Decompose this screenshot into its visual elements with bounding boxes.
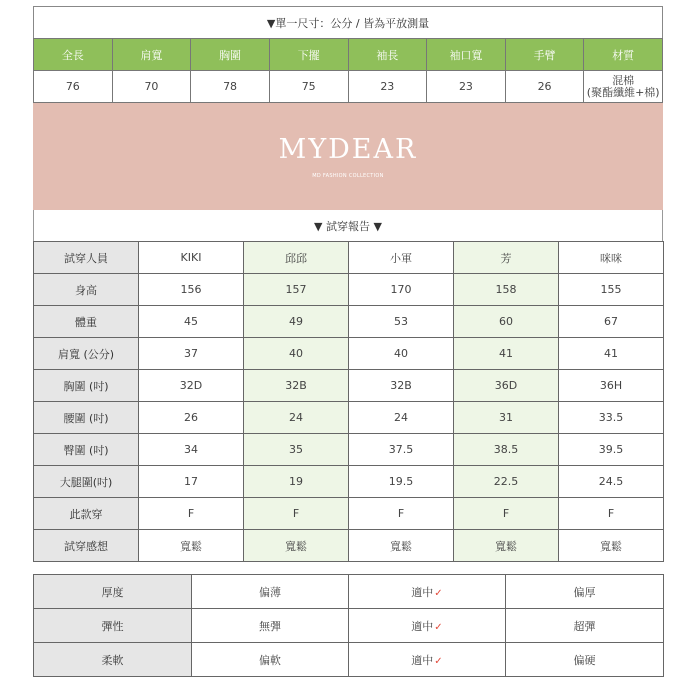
feel-row-label: 彈性 bbox=[34, 609, 192, 643]
size-header-sleeve-length: 袖長 bbox=[348, 39, 427, 71]
report-cell: 40 bbox=[244, 338, 349, 370]
table-row bbox=[34, 498, 664, 530]
feel-option bbox=[192, 575, 349, 609]
report-row-label: 腰圍 (吋) bbox=[34, 402, 139, 434]
feel-option bbox=[192, 609, 349, 643]
report-cell: 寬鬆 bbox=[349, 530, 454, 562]
feel-option bbox=[192, 643, 349, 677]
report-row-label: 試穿感想 bbox=[34, 530, 139, 562]
check-icon: ✓ bbox=[434, 587, 443, 599]
try-on-report-table bbox=[33, 241, 664, 562]
size-header-length: 全長 bbox=[34, 39, 113, 71]
size-header-row bbox=[34, 39, 663, 71]
report-body bbox=[34, 242, 664, 562]
report-row-label: 此款穿 bbox=[34, 498, 139, 530]
feel-option-label: 偏硬 bbox=[573, 653, 596, 667]
table-row bbox=[34, 530, 664, 562]
report-cell: 24.5 bbox=[559, 466, 664, 498]
report-cell: 40 bbox=[349, 338, 454, 370]
report-cell: F bbox=[349, 498, 454, 530]
report-cell: F bbox=[244, 498, 349, 530]
size-value-sleeve-length: 23 bbox=[348, 71, 427, 103]
report-row-label: 胸圍 (吋) bbox=[34, 370, 139, 402]
table-row bbox=[34, 434, 664, 466]
feel-option-label: 偏軟 bbox=[259, 653, 281, 667]
feel-option bbox=[506, 575, 664, 609]
report-person: 芳 bbox=[454, 242, 559, 274]
report-cell: 24 bbox=[349, 402, 454, 434]
size-header-arm: 手臂 bbox=[505, 39, 584, 71]
feel-option bbox=[506, 609, 664, 643]
table-row bbox=[34, 274, 664, 306]
report-cell: 37 bbox=[139, 338, 244, 370]
table-row bbox=[34, 338, 664, 370]
material-main: 混棉 bbox=[612, 73, 635, 87]
report-cell: 41 bbox=[559, 338, 664, 370]
report-title: ▼ 試穿報告 ▼ bbox=[33, 210, 663, 241]
report-person: 小軍 bbox=[349, 242, 454, 274]
report-cell: 26 bbox=[139, 402, 244, 434]
report-cell: 39.5 bbox=[559, 434, 664, 466]
material-detail: (聚酯纖維+棉) bbox=[586, 85, 660, 99]
report-cell: 60 bbox=[454, 306, 559, 338]
size-header-chest: 胸圍 bbox=[191, 39, 270, 71]
report-cell: 37.5 bbox=[349, 434, 454, 466]
feel-option bbox=[349, 643, 506, 677]
report-row-label: 肩寬 (公分) bbox=[34, 338, 139, 370]
report-cell: 34 bbox=[139, 434, 244, 466]
report-cell: 24 bbox=[244, 402, 349, 434]
size-table-title: ▼單一尺寸：公分 / 皆為平放測量 bbox=[33, 6, 663, 38]
brand-subtitle: MD FASHION COLLECTION bbox=[312, 173, 384, 179]
size-header-material: 材質 bbox=[584, 39, 663, 71]
report-cell: 158 bbox=[454, 274, 559, 306]
report-cell: 17 bbox=[139, 466, 244, 498]
report-cell: F bbox=[139, 498, 244, 530]
fabric-feel-table bbox=[33, 574, 664, 677]
brand-logo: MYDEAR bbox=[278, 134, 418, 165]
size-value-chest: 78 bbox=[191, 71, 270, 103]
report-cell: 156 bbox=[139, 274, 244, 306]
table-row bbox=[34, 370, 664, 402]
report-cell: 寬鬆 bbox=[454, 530, 559, 562]
feel-option-label: 無彈 bbox=[259, 619, 281, 633]
report-row-label: 大腿圍(吋) bbox=[34, 466, 139, 498]
size-table bbox=[33, 38, 663, 103]
report-cell: 寬鬆 bbox=[559, 530, 664, 562]
feel-body bbox=[34, 575, 664, 677]
feel-option-label: 適中 bbox=[411, 585, 434, 599]
report-cell: 155 bbox=[559, 274, 664, 306]
feel-option-label: 偏薄 bbox=[259, 585, 281, 599]
size-value-length: 76 bbox=[34, 71, 113, 103]
table-row bbox=[34, 609, 664, 643]
report-cell: 19.5 bbox=[349, 466, 454, 498]
report-cell: 67 bbox=[559, 306, 664, 338]
report-cell: F bbox=[559, 498, 664, 530]
report-cell: 31 bbox=[454, 402, 559, 434]
product-spec-sheet bbox=[33, 6, 663, 677]
report-cell: 寬鬆 bbox=[139, 530, 244, 562]
feel-option-label: 偏厚 bbox=[573, 585, 596, 599]
size-value-material bbox=[584, 71, 663, 103]
table-row bbox=[34, 306, 664, 338]
check-icon: ✓ bbox=[434, 655, 443, 667]
size-value-arm: 26 bbox=[505, 71, 584, 103]
report-cell: 19 bbox=[244, 466, 349, 498]
check-icon: ✓ bbox=[434, 621, 443, 633]
report-row-label: 身高 bbox=[34, 274, 139, 306]
feel-row-label: 厚度 bbox=[34, 575, 192, 609]
report-row-label: 體重 bbox=[34, 306, 139, 338]
table-row bbox=[34, 402, 664, 434]
report-cell: 49 bbox=[244, 306, 349, 338]
report-cell: 32B bbox=[349, 370, 454, 402]
size-header-cuff-width: 袖口寬 bbox=[427, 39, 506, 71]
table-row bbox=[34, 575, 664, 609]
feel-row-label: 柔軟 bbox=[34, 643, 192, 677]
brand-banner bbox=[33, 103, 663, 210]
report-cell: 53 bbox=[349, 306, 454, 338]
report-cell: 36D bbox=[454, 370, 559, 402]
report-cell: F bbox=[454, 498, 559, 530]
size-value-shoulder: 70 bbox=[112, 71, 191, 103]
feel-option bbox=[349, 575, 506, 609]
feel-option-label: 適中 bbox=[411, 653, 434, 667]
report-row-label: 臀圍 (吋) bbox=[34, 434, 139, 466]
report-cell: 寬鬆 bbox=[244, 530, 349, 562]
report-person: 邱邱 bbox=[244, 242, 349, 274]
size-value-cuff-width: 23 bbox=[427, 71, 506, 103]
report-header-row bbox=[34, 242, 664, 274]
feel-option-label: 適中 bbox=[411, 619, 434, 633]
feel-option-label: 超彈 bbox=[573, 619, 596, 633]
feel-option bbox=[349, 609, 506, 643]
report-person: KIKI bbox=[139, 242, 244, 274]
report-cell: 157 bbox=[244, 274, 349, 306]
report-cell: 35 bbox=[244, 434, 349, 466]
size-value-hem: 75 bbox=[269, 71, 348, 103]
report-cell: 170 bbox=[349, 274, 454, 306]
report-cell: 45 bbox=[139, 306, 244, 338]
report-cell: 33.5 bbox=[559, 402, 664, 434]
report-cell: 38.5 bbox=[454, 434, 559, 466]
report-cell: 41 bbox=[454, 338, 559, 370]
report-cell: 32D bbox=[139, 370, 244, 402]
feel-option bbox=[506, 643, 664, 677]
report-person: 咪咪 bbox=[559, 242, 664, 274]
report-cell: 22.5 bbox=[454, 466, 559, 498]
table-row bbox=[34, 643, 664, 677]
table-row bbox=[34, 466, 664, 498]
size-value-row bbox=[34, 71, 663, 103]
size-header-shoulder: 肩寬 bbox=[112, 39, 191, 71]
report-header-label: 試穿人員 bbox=[34, 242, 139, 274]
report-cell: 32B bbox=[244, 370, 349, 402]
size-header-hem: 下擺 bbox=[269, 39, 348, 71]
report-cell: 36H bbox=[559, 370, 664, 402]
